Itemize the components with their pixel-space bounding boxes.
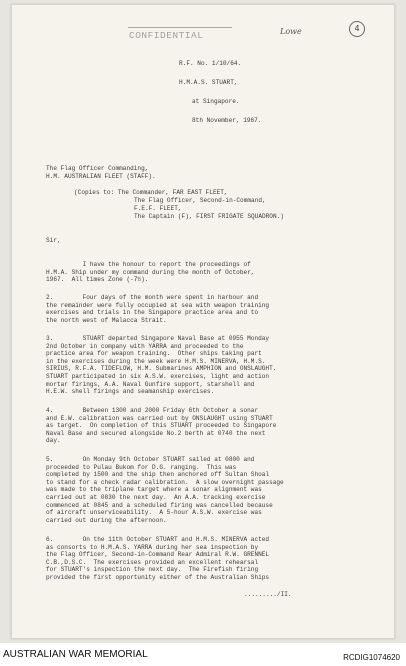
- paragraph-6: 6. On the 11th October STUART and H.M.S. MINERVA acted as consorts to H.M.A.S. YARRA during her sea inspection by the Flag Officer, Second-in-Command Rear Admiral R.W. GRENNEL C.B.,D.S.C. The exercises provided an excellent rehearsal for STUART's inspection the next day. The Firefish firing provided the first opportunity either of the Australian Ships: [46, 536, 270, 581]
- location: at Singapore.: [192, 98, 240, 105]
- record-id: RCDIG1074620: [343, 653, 400, 662]
- paragraph-1: I have the honour to report the proceedings of H.M.A. Ship under my command during the month of October, 1967. All times Zone (-7½).: [46, 261, 255, 284]
- page-number-circle: 4: [349, 21, 365, 37]
- document-page: [11, 4, 395, 639]
- copies-line-2: The Flag Officer, Second-in-Command,: [134, 197, 266, 204]
- handwritten-note: Lowe: [280, 27, 302, 36]
- addressee-line-2: H.M. AUSTRALIAN FLEET (STAFF).: [46, 173, 156, 180]
- copies-line-4: The Captain (F), FIRST FRIGATE SQUADRON.): [134, 213, 284, 220]
- copies-line-1: (Copies to: The Commander, FAR EAST FLEET,: [74, 189, 228, 196]
- continuation-marker: ........./II.: [244, 591, 292, 598]
- reference-number: R.F. No. 1/10/64.: [179, 60, 242, 67]
- stamp-underline: [128, 27, 232, 28]
- confidential-stamp: CONFIDENTIAL: [129, 30, 204, 41]
- letter-date: 8th November, 1967.: [192, 117, 262, 124]
- copies-line-3: F.E.F. FLEET,: [134, 205, 182, 212]
- paragraph-2: 2. Four days of the month were spent in harbour and the remainder were fully occupied at sea with weapon training exercises and trials in the Singapore practice area and to the north west of Malacca Strait.: [46, 294, 270, 324]
- paragraph-4: 4. Between 1300 and 2000 Friday 6th October a sonar and E.W. calibration was carried out by ONSLAUGHT using STUART as target. On completion of this STUART proceeded to Singapore Naval Base and secured alongside No.2 berth at 0740 the next day.: [46, 407, 277, 445]
- salutation: Sir,: [46, 237, 61, 244]
- addressee-line-1: The Flag Officer Commanding,: [46, 165, 149, 172]
- archive-name: AUSTRALIAN WAR MEMORIAL: [3, 649, 148, 660]
- paragraph-5: 5. On Monday 9th October STUART sailed at 0800 and proceeded to Pulau Bukom for D.G. ranging. This was completed by 1500 and the ship then anchored off Sultan Shoal to stand for a check radar calibration. A slow overnight passage was made to the triplane target where a sonar alignment was carried out at 0830 the next day. An A.A. tracking exercise commenced at 0845 and a scheduled firing was cancelled because of aircraft unserviceability. A 5-hour A.S.W. exercise was carried out during the afternoon.: [46, 456, 284, 524]
- ship-name: H.M.A.S. STUART,: [179, 79, 238, 86]
- paragraph-3: 3. STUART departed Singapore Naval Base at 0955 Monday 2nd October in company with YARRA and proceeded to the practice area for weapon training. Other ships taking part in the exercises during the week were H.M.S. MINERVA, H.M.S. SIRIUS, R.F.A. TIDEFLOW, H.M. Submarines AMPHION and ONSLAUGHT. STUART participated in six A.S.W. exercises, light and action mortar firings, A.A. Naval Gunfire support, starshell and H.E.W. shell firings and seamanship exercises.: [46, 335, 277, 396]
